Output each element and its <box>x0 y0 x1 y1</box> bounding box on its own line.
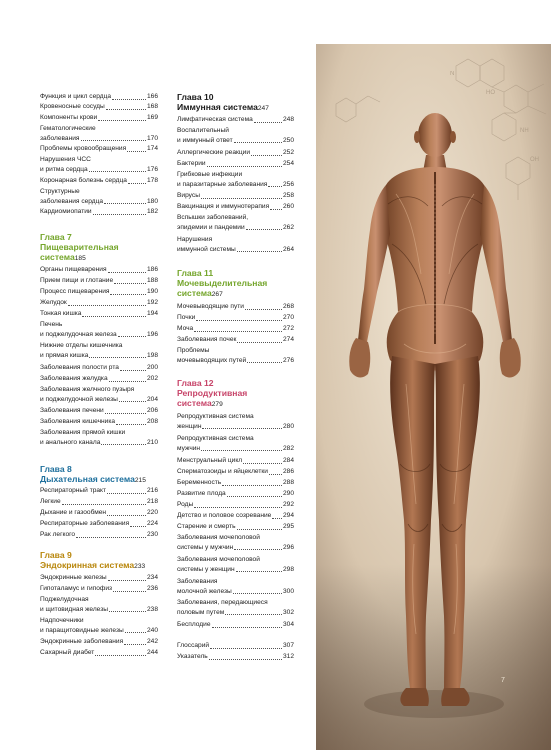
toc-entry <box>177 641 294 651</box>
toc-entry <box>177 191 294 201</box>
chapter-heading <box>40 550 158 572</box>
toc-entry-line-with-page: мужчин 282 <box>177 444 294 452</box>
chapter-title: Эндокринная система233 <box>40 560 146 570</box>
toc-entry-line: Заболевания прямой кишки <box>40 429 126 436</box>
toc-entry-line-with-page: Коронарная болезнь сердца 178 <box>40 177 158 184</box>
chapter-number: Глава 7 <box>40 232 72 242</box>
toc-entry-line-with-page: Процесс пищеварения 190 <box>40 288 158 295</box>
toc-entry <box>177 478 294 488</box>
toc-entry-line-with-page: Бесплодие 304 <box>177 621 294 628</box>
toc-entry <box>40 265 158 275</box>
toc-entry-line-with-page: Эндокринные заболевания 242 <box>40 638 158 645</box>
toc-entry <box>177 148 294 158</box>
toc-entry <box>177 302 294 312</box>
toc-entry <box>40 187 158 206</box>
toc-entry <box>40 320 158 339</box>
toc-entry <box>40 341 158 360</box>
toc-entry <box>40 374 158 384</box>
toc-entry <box>177 533 294 552</box>
toc-entry-line-with-page: Респираторные заболевания 224 <box>40 520 158 527</box>
toc-entry <box>177 202 294 212</box>
chapter-title: Дыхательная система215 <box>40 474 146 484</box>
toc-entry-line-with-page: Эндокринные железы 234 <box>40 574 158 581</box>
toc-entry-line-with-page: Респираторный тракт 216 <box>40 487 158 494</box>
toc-entry-line-with-page: Заболевания почек 274 <box>177 336 294 343</box>
toc-entry-line-with-page: Проблемы кровообращения 174 <box>40 145 158 152</box>
toc-entry-line-with-page: Почки 270 <box>177 314 294 321</box>
toc-entry-line-with-page: Вирусы 258 <box>177 192 294 199</box>
toc-entry-line-with-page: системы у мужчин 296 <box>177 543 294 551</box>
page-number: 7 <box>501 677 505 684</box>
toc-entry-line: Воспалительный <box>177 127 229 134</box>
toc-entry <box>177 170 294 189</box>
toc-entry-line-with-page: Бактерии 254 <box>177 160 294 167</box>
chapter-heading <box>177 268 294 300</box>
chapter-number: Глава 8 <box>40 464 72 474</box>
toc-entry-line-with-page: Глоссарий 307 <box>177 642 294 649</box>
toc-entry-line-with-page: и паращитовидные железы 240 <box>40 626 158 634</box>
toc-entry <box>40 616 158 635</box>
toc-entry-line-with-page: Кардиомиопатии 182 <box>40 208 158 215</box>
toc-entry-line-with-page: половым путем 302 <box>177 608 294 616</box>
toc-entry <box>177 115 294 125</box>
toc-entry-line-with-page: и ритма сердца 176 <box>40 165 158 173</box>
toc-entry <box>40 508 158 518</box>
toc-entry-line: Проблемы <box>177 347 210 354</box>
toc-entry-line-with-page: иммунной системы 264 <box>177 245 294 253</box>
chapter-title: Иммунная система247 <box>177 102 269 112</box>
toc-entry <box>177 313 294 323</box>
toc-entry <box>177 412 294 431</box>
toc-entry-line-with-page: заболевания сердца 180 <box>40 197 158 205</box>
toc-entry-line-with-page: эпидемии и пандемии 262 <box>177 223 294 231</box>
toc-entry <box>40 113 158 123</box>
toc-entry <box>40 176 158 186</box>
toc-entry-line: Репродуктивная система <box>177 413 254 420</box>
toc-entry-line: Заболевания желчного пузыря <box>40 386 135 393</box>
toc-entry-line: Надпочечники <box>40 617 84 624</box>
toc-entry-line-with-page: Рак легкого 230 <box>40 531 158 538</box>
toc-entry-line: Нарушения <box>177 236 213 243</box>
toc-entry <box>177 489 294 499</box>
svg-text:N: N <box>450 71 455 77</box>
chapter-heading <box>177 378 294 410</box>
toc-entry <box>177 652 294 662</box>
toc-entry-line-with-page: Желудок 192 <box>40 299 158 306</box>
toc-entry-line-with-page: Беременность 288 <box>177 479 294 486</box>
toc-entry <box>40 648 158 658</box>
toc-entry <box>40 92 158 102</box>
toc-entry-line-with-page: Заболевания желудка 202 <box>40 375 158 382</box>
toc-entry-line-with-page: Тонкая кишка 194 <box>40 310 158 317</box>
toc-entry <box>40 428 158 447</box>
chapter-title: Репродуктивная система279 <box>177 388 248 408</box>
toc-entry <box>40 530 158 540</box>
toc-entry-line-with-page: и паразитарные заболевания 256 <box>177 180 294 188</box>
chapter-heading <box>40 464 158 486</box>
toc-entry <box>177 598 294 617</box>
chapter-number: Глава 11 <box>177 268 214 278</box>
toc-entry-line: Поджелудочная <box>40 596 89 603</box>
toc-entry-line-with-page: Заболевания печени 206 <box>40 407 158 414</box>
toc-entry <box>40 417 158 427</box>
chapter-number: Глава 12 <box>177 378 214 388</box>
toc-entry-line: Репродуктивная система <box>177 435 254 442</box>
chapter-number: Глава 10 <box>177 92 214 102</box>
toc-entry-line-with-page: и прямая кишка 198 <box>40 351 158 359</box>
toc-entry-line: Гематологические <box>40 125 96 132</box>
toc-entry-line-with-page: Лимфатическая система 248 <box>177 116 294 123</box>
toc-entry-line-with-page: Дыхание и газообмен 220 <box>40 509 158 516</box>
chapter-heading <box>177 92 294 114</box>
anatomy-illustration <box>316 44 551 750</box>
toc-entry <box>40 595 158 614</box>
toc-entry-line: Нарушения ЧСС <box>40 156 91 163</box>
toc-entry <box>177 522 294 532</box>
toc-entry <box>177 555 294 574</box>
toc-entry-line-with-page: Развитие плода 290 <box>177 490 294 497</box>
toc-entry <box>40 207 158 217</box>
toc-entry-line-with-page: Компоненты крови 169 <box>40 114 158 121</box>
toc-entry <box>40 486 158 496</box>
toc-entry <box>177 159 294 169</box>
toc-entry <box>40 124 158 143</box>
toc-entry <box>177 500 294 510</box>
toc-entry-line-with-page: и поджелудочная железа 196 <box>40 330 158 338</box>
toc-entry <box>40 519 158 529</box>
toc-entry-line: Нижние отделы кишечника <box>40 342 123 349</box>
toc-entry <box>177 434 294 453</box>
toc-entry-line-with-page: Аллергические реакции 252 <box>177 149 294 156</box>
toc-entry-line: Структурные <box>40 188 80 195</box>
toc-entry-line-with-page: Роды 292 <box>177 501 294 508</box>
toc-entry <box>40 385 158 404</box>
toc-entry-line-with-page: Сперматозоиды и яйцеклетки 286 <box>177 468 294 475</box>
svg-text:HO: HO <box>486 90 495 96</box>
toc-entry <box>177 620 294 630</box>
toc-entry <box>177 235 294 254</box>
toc-entry <box>40 102 158 112</box>
toc-entry-line: Заболевания мочеполовой <box>177 556 260 563</box>
chapter-number: Глава 9 <box>40 550 72 560</box>
toc-entry-line: Вспышки заболеваний, <box>177 214 249 221</box>
toc-entry <box>177 324 294 334</box>
toc-entry-line-with-page: Заболевания кишечника 208 <box>40 418 158 425</box>
toc-entry-line-with-page: и иммунный ответ 250 <box>177 136 294 144</box>
chapter-heading <box>40 232 158 264</box>
toc-entry-line-with-page: Моча 272 <box>177 325 294 332</box>
svg-text:OH: OH <box>530 157 539 163</box>
toc-entry-line-with-page: Прием пищи и глотание 188 <box>40 277 158 284</box>
toc-entry-line-with-page: мочевыводящих путей 276 <box>177 356 294 364</box>
toc-entry <box>40 309 158 319</box>
toc-entry-line-with-page: Мочевыводящие пути 268 <box>177 303 294 310</box>
toc-entry <box>177 126 294 145</box>
toc-entry <box>40 144 158 154</box>
toc-entry-line-with-page: и анального канала 210 <box>40 438 158 446</box>
toc-entry-line-with-page: и щитовидная железы 238 <box>40 605 158 613</box>
toc-entry-line-with-page: Старение и смерть 295 <box>177 523 294 530</box>
toc-entry <box>40 363 158 373</box>
toc-entry <box>177 577 294 596</box>
toc-entry-line: Заболевания, передающиеся <box>177 599 268 606</box>
toc-entry-line-with-page: молочной железы 300 <box>177 587 294 595</box>
chapter-title: Пищеварительная система185 <box>40 242 119 262</box>
toc-entry-line-with-page: Детство и половое созревание 294 <box>177 512 294 519</box>
toc-entry-line-with-page: и поджелудочной железы 204 <box>40 395 158 403</box>
toc-entry-line-with-page: Легкие 218 <box>40 498 158 505</box>
toc-entry <box>40 584 158 594</box>
toc-entry-line-with-page: Указатель 312 <box>177 653 294 660</box>
toc-entry <box>177 456 294 466</box>
toc-entry <box>177 346 294 365</box>
toc-entry-line-with-page: заболевания 170 <box>40 134 158 142</box>
toc-entry-line-with-page: Заболевания полости рта 200 <box>40 364 158 371</box>
toc-entry-line-with-page: Органы пищеварения 186 <box>40 266 158 273</box>
toc-entry-line: Грибковые инфекции <box>177 171 243 178</box>
toc-entry <box>40 155 158 174</box>
toc-entry-line-with-page: Менструальный цикл 284 <box>177 457 294 464</box>
toc-entry-line: Печень <box>40 321 63 328</box>
toc-entry-line: Заболевания <box>177 578 218 585</box>
svg-text:NH: NH <box>520 128 529 134</box>
toc-entry-line-with-page: системы у женщин 298 <box>177 565 294 573</box>
toc-entry-line-with-page: Вакцинация и иммунотерапия 260 <box>177 203 294 210</box>
toc-entry <box>177 511 294 521</box>
toc-entry <box>177 335 294 345</box>
toc-entry <box>40 287 158 297</box>
toc-entry-line-with-page: Функция и цикл сердца 166 <box>40 93 158 100</box>
toc-entry <box>40 497 158 507</box>
toc-entry <box>177 467 294 477</box>
toc-entry-line: Заболевания мочеполовой <box>177 534 260 541</box>
toc-entry-line-with-page: женщин 280 <box>177 422 294 430</box>
toc-entry-line-with-page: Сахарный диабет 244 <box>40 649 158 656</box>
toc-entry <box>40 298 158 308</box>
toc-entry-line-with-page: Гипоталамус и гипофиз 236 <box>40 585 158 592</box>
toc-entry-line-with-page: Кровеносные сосуды 168 <box>40 103 158 110</box>
toc-entry <box>40 637 158 647</box>
toc-entry <box>40 573 158 583</box>
toc-entry <box>177 213 294 232</box>
chapter-title: Мочевыделительная система267 <box>177 278 268 298</box>
toc-entry <box>40 406 158 416</box>
toc-entry <box>40 276 158 286</box>
